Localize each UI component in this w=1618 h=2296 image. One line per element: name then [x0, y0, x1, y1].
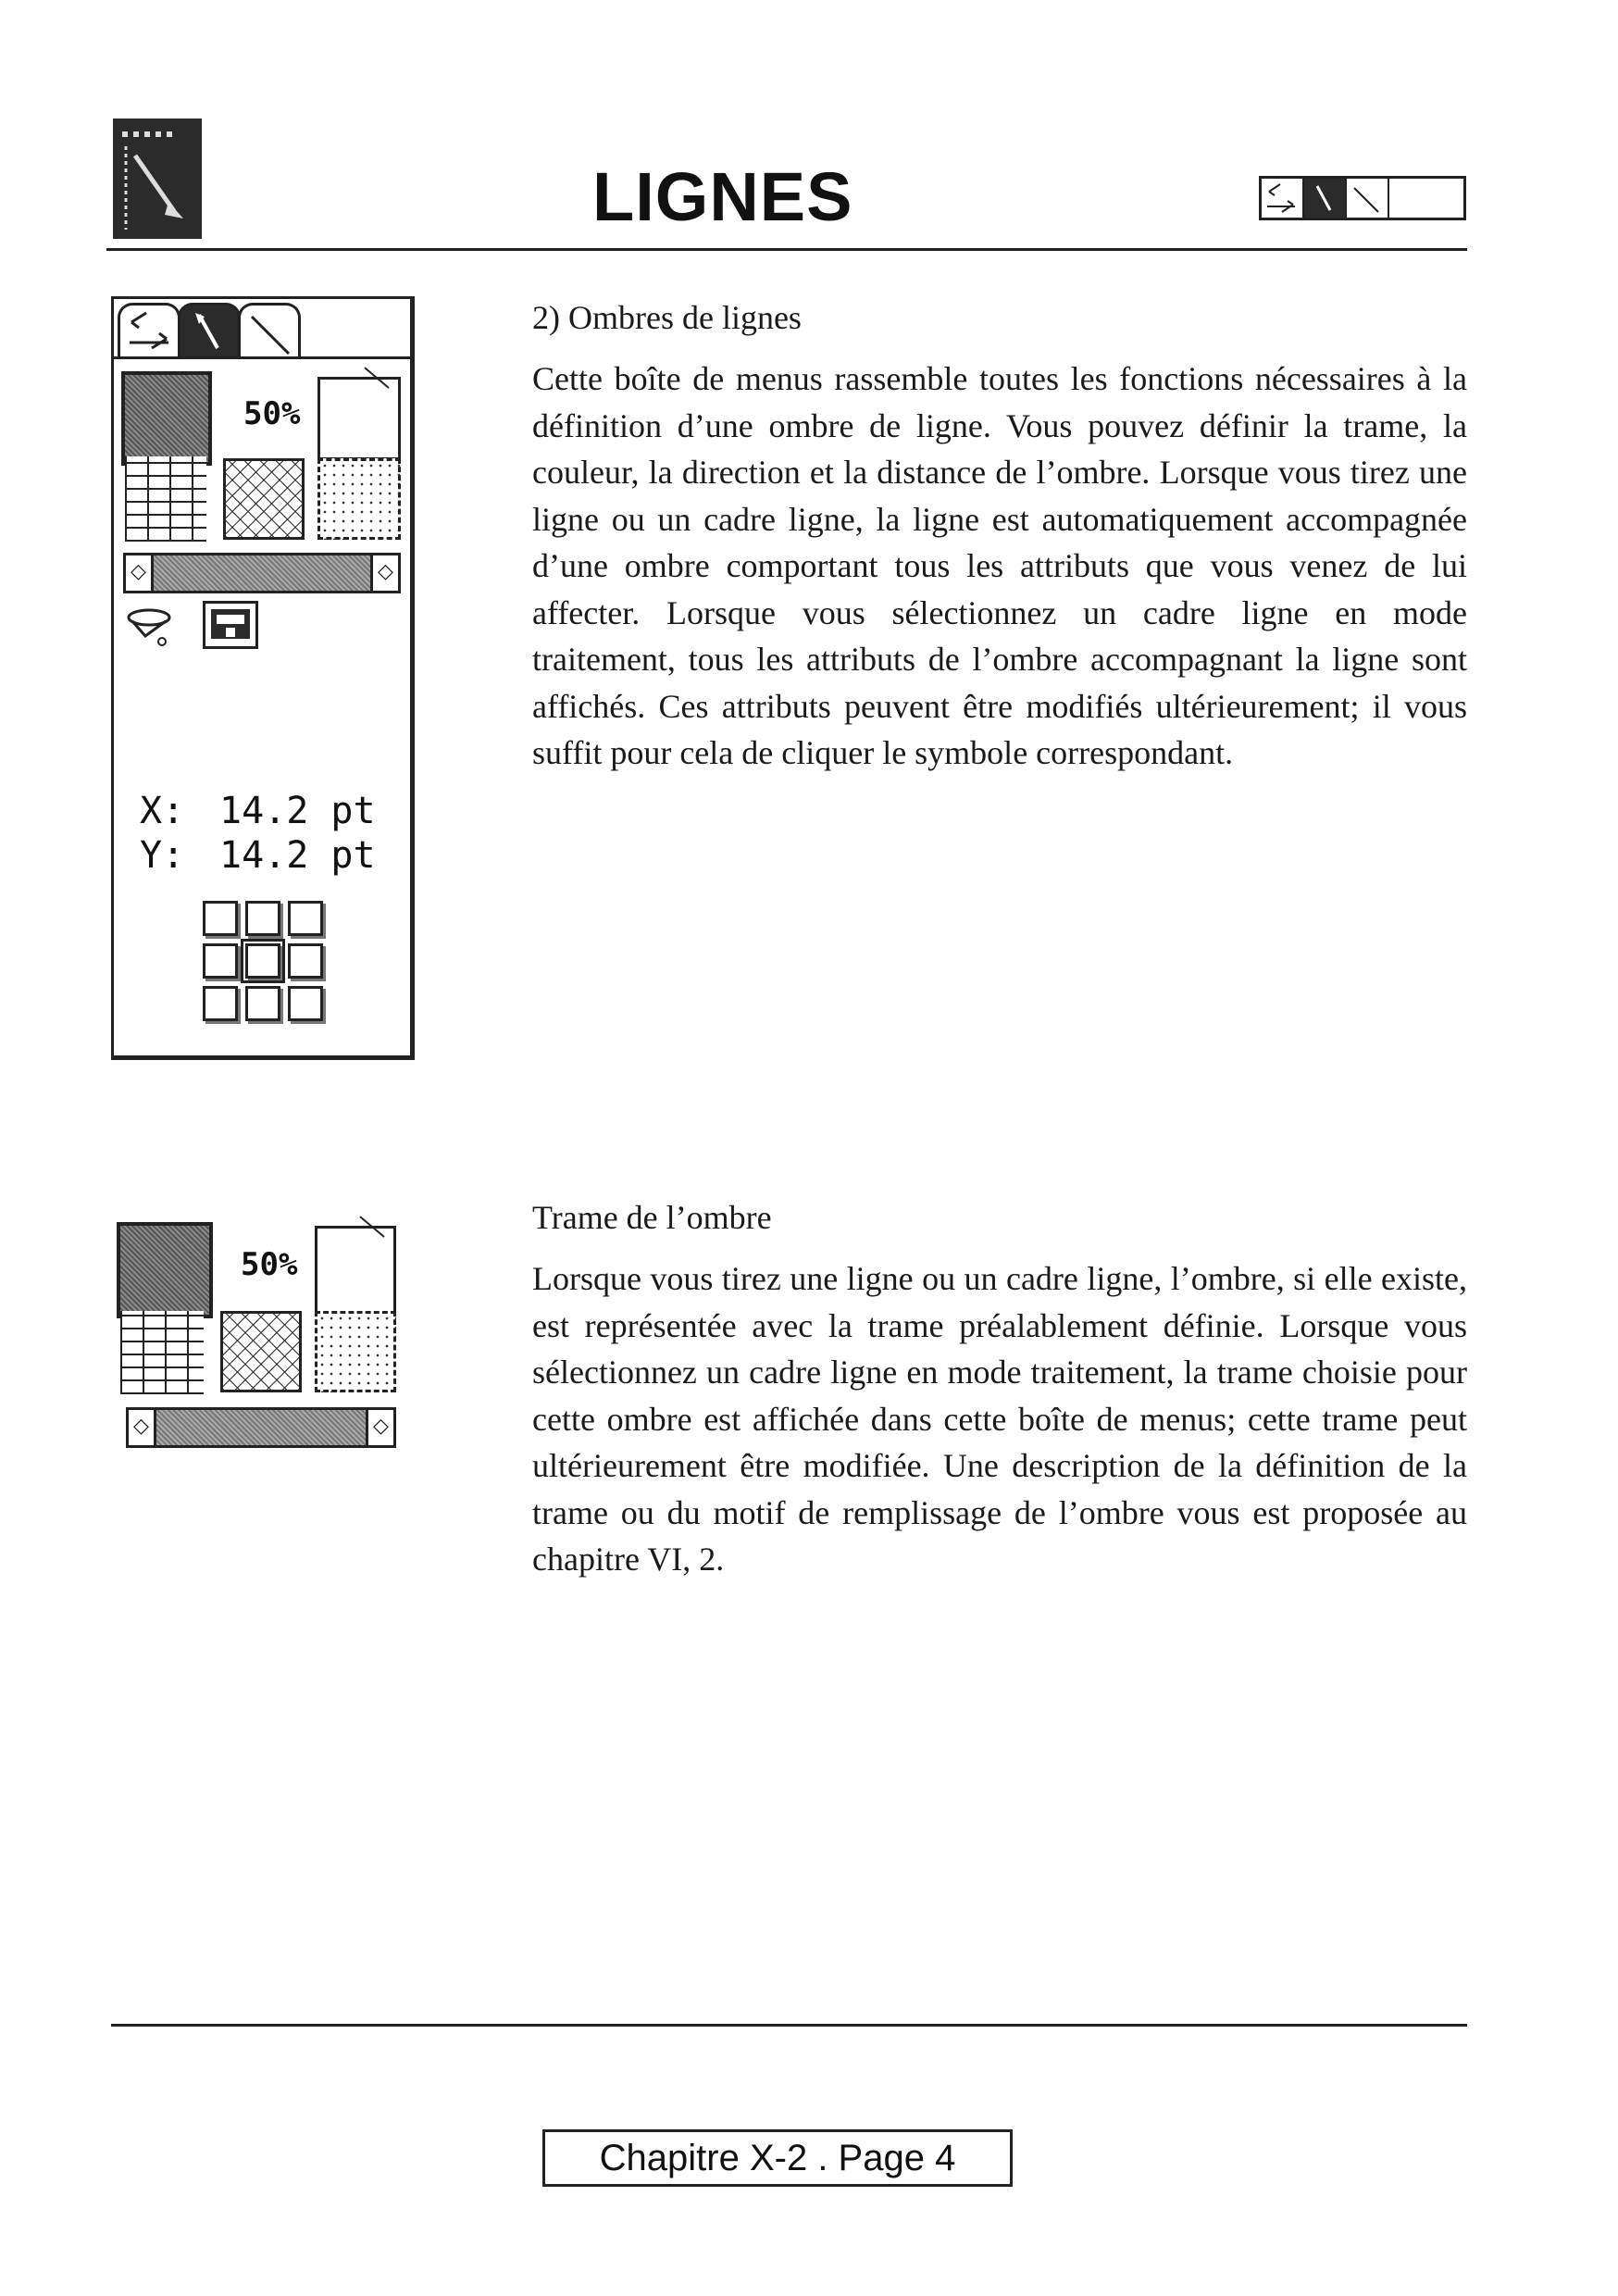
- direction-bottom-right[interactable]: [288, 986, 323, 1021]
- dot-pattern-swatch[interactable]: [317, 458, 401, 540]
- bucket-icon[interactable]: [125, 603, 179, 654]
- y-value[interactable]: 14.2 pt: [219, 834, 376, 877]
- header-tab-strip: [1259, 176, 1466, 220]
- page-title: LIGNES: [592, 158, 853, 235]
- shadow-distance-slider[interactable]: [123, 553, 401, 593]
- header-rule: [106, 248, 1467, 251]
- chapter-logo: [113, 119, 202, 239]
- line-icon: [241, 306, 298, 357]
- arrow-left-icon[interactable]: ◇: [129, 1410, 156, 1445]
- page-number: Chapitre X-2 . Page 4: [542, 2129, 1013, 2187]
- shadow-color-swatch[interactable]: [117, 1222, 213, 1318]
- move-arrows-icon: [1262, 179, 1304, 218]
- tab-pointer[interactable]: [178, 303, 241, 358]
- no-shadow-swatch[interactable]: [315, 1226, 396, 1315]
- tab-move[interactable]: [118, 303, 180, 358]
- section1-body: Cette boîte de menus rassemble toutes les fonctions nécessaires à la définition d’une ombre de ligne. Vous pouvez définir la trame, la couleur, la direction et la distance de l’ombre. Lorsque vous tirez une ligne ou un cadre ligne, la ligne est automatiquement accompagnée d’une ombre comportant tous les attributs que vous venez de lui affecter. Lorsque vous sélectionnez un cadre ligne en mode traitement, tous les attributs de l’ombre accompagnant la ligne sont affichés. Ces attributs peuvent être modifiés ultérieurement; il vous suffit pour cela de cliquer le symbole correspondant.: [532, 360, 1467, 771]
- shadow-pattern-panel: [117, 1222, 396, 1450]
- screen-icon[interactable]: [203, 601, 258, 649]
- shadow-direction-grid: [203, 901, 323, 1021]
- arrow-right-icon[interactable]: ◇: [370, 555, 398, 591]
- direction-left[interactable]: [203, 943, 238, 979]
- x-label: X:: [140, 790, 185, 832]
- direction-top-left[interactable]: [203, 901, 238, 936]
- line-icon: [1347, 179, 1389, 218]
- direction-top-right[interactable]: [288, 901, 323, 936]
- pointer-icon: [180, 306, 238, 357]
- tab-line[interactable]: [238, 303, 301, 358]
- move-arrows-icon: [120, 306, 178, 357]
- footer-rule: [111, 2024, 1467, 2027]
- hatch-pattern-swatch[interactable]: [223, 458, 305, 540]
- section2-body: Lorsque vous tirez une ligne ou un cadre ligne, l’ombre, si elle existe, est représentée avec la trame préalablement définie. Lorsque vous sélectionnez un cadre ligne en mode traitement, la trame choisie pour cette ombre est affichée dans cette boîte de menus; cette trame peut ultérieurement être modifiée. Une description de la définition de la trame ou du motif de remplissage de l’ombre vous est proposée au chapitre VI, 2.: [532, 1260, 1467, 1578]
- direction-top[interactable]: [245, 901, 280, 936]
- pointer-icon: [1304, 179, 1347, 218]
- brick-pattern-swatch[interactable]: [125, 456, 206, 542]
- section2-title: Trame de l’ombre: [532, 1199, 772, 1236]
- arrow-left-icon[interactable]: ◇: [126, 555, 154, 591]
- direction-bottom-left[interactable]: [203, 986, 238, 1021]
- direction-bottom[interactable]: [245, 986, 280, 1021]
- x-value[interactable]: 14.2 pt: [219, 790, 376, 832]
- shadow-percent: 50%: [241, 1246, 298, 1283]
- dot-pattern-swatch[interactable]: [315, 1311, 396, 1392]
- arrow-right-icon[interactable]: ◇: [366, 1410, 393, 1445]
- hatch-pattern-swatch[interactable]: [220, 1311, 302, 1392]
- brick-pattern-swatch[interactable]: [120, 1311, 204, 1394]
- shadow-distance-slider[interactable]: [126, 1407, 396, 1448]
- direction-center[interactable]: [245, 943, 280, 979]
- shadow-color-swatch[interactable]: [121, 371, 212, 466]
- no-shadow-swatch[interactable]: [317, 377, 401, 460]
- y-label: Y:: [140, 834, 185, 877]
- shadow-menu-panel: [111, 296, 415, 1060]
- section1-title: 2) Ombres de lignes: [532, 299, 802, 336]
- shadow-percent: 50%: [243, 395, 301, 432]
- direction-right[interactable]: [288, 943, 323, 979]
